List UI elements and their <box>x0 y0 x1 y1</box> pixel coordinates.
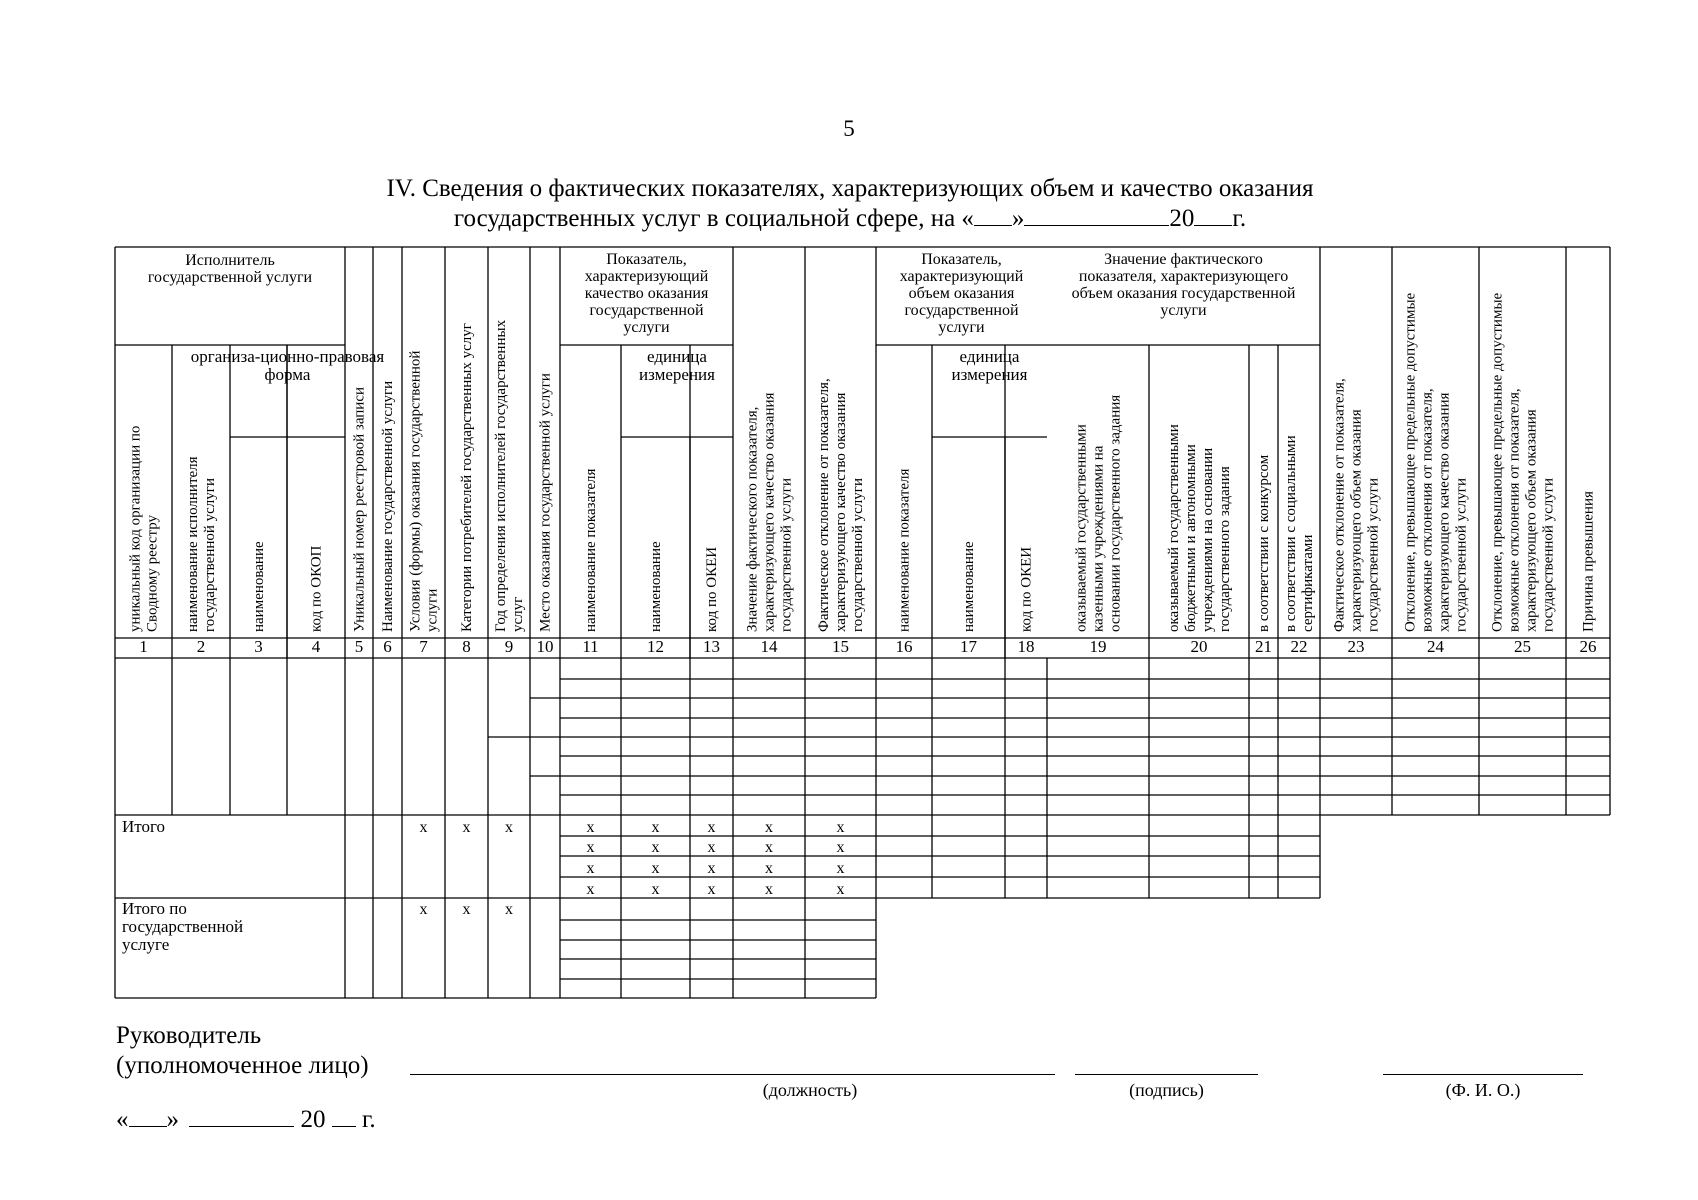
x-mark: x <box>651 860 660 877</box>
signature-caption: (подпись) <box>1129 1080 1204 1100</box>
group-header-volume-value: Значение фактического <box>1104 251 1263 268</box>
group-header-org-form: форма <box>264 365 311 384</box>
x-mark: x <box>419 901 428 918</box>
column-header-22: в соответствии с социальными <box>1283 435 1299 632</box>
column-header-25: Отклонение, превышающее предельные допустимые <box>1489 292 1506 632</box>
column-number-6: 6 <box>383 637 392 656</box>
total-label: Итого <box>122 817 166 836</box>
column-number-20: 20 <box>1190 637 1208 656</box>
section-title-line1: IV. Сведения о фактических показателях, характеризующих объем и качество оказания <box>386 175 1314 202</box>
date-day-blank[interactable] <box>129 1126 167 1127</box>
column-header-15: государственной услуги <box>850 478 866 632</box>
group-header-quality-unit: измерения <box>639 365 715 384</box>
x-mark: x <box>765 819 773 836</box>
x-mark: x <box>505 819 513 836</box>
x-mark: x <box>651 839 660 856</box>
column-header-1: Сводному реестру <box>144 514 161 632</box>
authorized-label: (уполномоченное лицо) <box>116 1052 369 1079</box>
column-number-13: 13 <box>703 637 720 656</box>
column-header-5: Уникальный номер реестровой записи <box>351 386 368 632</box>
x-mark: x <box>586 839 595 856</box>
column-header-7: услуги <box>424 588 441 632</box>
column-header-24: Отклонение, превышающее предельные допустимые <box>1402 292 1419 632</box>
column-number-8: 8 <box>462 637 471 656</box>
x-mark: x <box>419 819 428 836</box>
name-caption: (Ф. И. О.) <box>1445 1080 1521 1100</box>
column-number-2: 2 <box>196 637 206 656</box>
x-mark: x <box>765 839 773 856</box>
group-header-quality: качество оказания <box>584 285 709 302</box>
x-mark: x <box>765 881 773 898</box>
column-header-19: казенными учреждениями на <box>1090 445 1107 632</box>
column-number-10: 10 <box>536 637 554 656</box>
signing-date: « » 20 г. <box>116 1106 376 1133</box>
column-header-20: государственного задания <box>1217 466 1233 632</box>
column-number-21: 21 <box>1255 637 1272 656</box>
column-header-23: государственной услуги <box>1365 478 1382 632</box>
column-header-2: государственной услуги <box>202 478 218 632</box>
column-header-25: государственной услуги <box>1540 478 1557 632</box>
signature-line[interactable] <box>1075 1074 1258 1075</box>
column-number-5: 5 <box>354 637 364 656</box>
x-mark: x <box>586 819 595 836</box>
column-number-9: 9 <box>504 637 514 656</box>
group-header-volume: Показатель, <box>921 251 1002 268</box>
column-header-19: основании государственного задания <box>1107 394 1124 632</box>
column-header-19: оказываемый государственными <box>1073 424 1090 632</box>
group-header-executor: государственной услуги <box>147 269 313 286</box>
column-header-22: сертификатами <box>1300 534 1316 632</box>
group-header-volume-value: услуги <box>1160 302 1207 319</box>
x-mark: x <box>836 860 845 877</box>
column-number-16: 16 <box>895 637 913 656</box>
x-mark: x <box>836 881 845 898</box>
column-header-20: оказываемый государственными <box>1166 424 1182 632</box>
position-caption: (должность) <box>762 1080 858 1100</box>
column-header-3: наименование <box>251 541 267 632</box>
column-number-1: 1 <box>139 637 148 656</box>
date-year-blank[interactable] <box>332 1126 356 1127</box>
group-header-org-form: организа-ционно-правовая <box>190 347 385 366</box>
head-label: Руководитель <box>116 1022 262 1049</box>
column-number-23: 23 <box>1347 637 1365 656</box>
column-header-24: государственной услуги <box>1453 478 1470 632</box>
group-header-volume: объем оказания <box>908 285 1015 302</box>
column-number-14: 14 <box>760 637 778 656</box>
x-mark: x <box>586 860 595 877</box>
column-number-11: 11 <box>582 637 599 656</box>
page-number: 5 <box>843 116 855 141</box>
group-header-volume: государственной <box>904 302 1019 319</box>
column-number-26: 26 <box>1579 637 1597 656</box>
column-number-3: 3 <box>254 637 263 656</box>
group-header-quality: характеризующий <box>584 268 709 285</box>
column-header-6: Наименование государственной услуги <box>380 380 396 632</box>
column-header-23: характеризующего объем оказания <box>1348 409 1365 632</box>
column-header-14: Значение фактического показателя, <box>744 406 761 632</box>
column-header-1: уникальный код организации по <box>127 425 144 632</box>
group-header-executor: Исполнитель <box>185 252 275 269</box>
group-header-volume-unit: измерения <box>951 365 1028 384</box>
column-header-7: Условия (формы) оказания государственной <box>407 350 424 632</box>
x-mark: x <box>586 881 595 898</box>
group-header-volume: услуги <box>938 319 985 336</box>
total-service-label: Итого по <box>122 899 187 918</box>
group-header-volume-value: показателя, характеризующего <box>1078 268 1289 285</box>
column-number-17: 17 <box>960 637 977 656</box>
column-header-12: наименование <box>648 541 664 632</box>
section-title-line2: государственных услуг в социальной сфере, на « » 20 г. <box>453 205 1247 232</box>
column-header-2: наименование исполнителя <box>185 456 201 632</box>
x-mark: x <box>462 901 471 918</box>
x-mark: x <box>651 819 660 836</box>
column-header-20: бюджетными и автономными <box>1183 444 1199 632</box>
column-header-15: Фактическое отклонение от показателя, <box>816 378 832 632</box>
column-number-18: 18 <box>1017 637 1035 656</box>
column-header-15: характеризующего качество оказания <box>833 392 849 632</box>
column-header-11: наименование показателя <box>583 468 599 632</box>
column-header-21: в соответствии с конкурсом <box>1256 454 1272 632</box>
column-header-20: учреждениями на основании <box>1200 447 1216 632</box>
column-header-9: услуг <box>510 596 526 632</box>
total-service-label: государственной <box>122 917 244 936</box>
column-header-10: Место оказания государственной услуги <box>537 373 554 632</box>
group-header-quality: Показатель, <box>606 251 687 268</box>
column-header-18: код по ОКЕИ <box>1018 546 1035 632</box>
column-number-25: 25 <box>1514 637 1531 656</box>
x-mark: x <box>505 901 513 918</box>
column-header-4: код по ОКОП <box>308 545 325 632</box>
column-number-4: 4 <box>311 637 321 656</box>
column-header-25: возможные отклонения от показателя, <box>1506 388 1523 632</box>
x-mark: x <box>462 819 471 836</box>
group-header-volume-unit: единица <box>959 347 1020 366</box>
column-number-7: 7 <box>419 637 428 656</box>
date-month-blank[interactable] <box>189 1126 294 1127</box>
group-header-quality: государственной <box>589 302 704 319</box>
column-header-23: Фактическое отклонение от показателя, <box>1331 378 1348 632</box>
column-header-8: Категории потребителей государственных услуг <box>459 323 475 632</box>
column-number-24: 24 <box>1427 637 1444 656</box>
column-header-26: Причина превышения <box>1580 491 1597 632</box>
x-mark: x <box>707 839 716 856</box>
x-mark: x <box>707 819 716 836</box>
x-mark: x <box>836 839 845 856</box>
group-header-quality-unit: единица <box>647 347 707 366</box>
x-mark: x <box>765 860 773 877</box>
column-number-12: 12 <box>647 637 664 656</box>
x-mark: x <box>707 881 716 898</box>
group-header-quality: услуги <box>623 319 670 336</box>
group-header-volume-value: объем оказания государственной <box>1071 285 1296 302</box>
column-number-15: 15 <box>832 637 849 656</box>
column-header-14: характеризующего качество оказания <box>761 392 778 632</box>
position-line[interactable] <box>410 1074 1055 1075</box>
column-header-24: характеризующего качество оказания <box>1436 392 1453 632</box>
name-line[interactable] <box>1383 1074 1583 1075</box>
column-header-17: наименование <box>961 541 977 632</box>
x-mark: x <box>651 881 660 898</box>
column-number-22: 22 <box>1290 637 1308 656</box>
column-header-16: наименование показателя <box>896 468 913 632</box>
total-service-label: услуге <box>122 935 170 954</box>
group-header-volume: характеризующий <box>899 268 1024 285</box>
column-number-19: 19 <box>1089 637 1107 656</box>
column-header-25: характеризующего объем оказания <box>1523 409 1540 632</box>
column-header-13: код по ОКЕИ <box>704 546 720 632</box>
column-header-14: государственной услуги <box>778 478 795 632</box>
x-mark: x <box>836 819 845 836</box>
column-header-24: возможные отклонения от показателя, <box>1419 388 1436 632</box>
x-mark: x <box>707 860 716 877</box>
column-header-9: Год определения исполнителей государственных <box>493 319 509 632</box>
